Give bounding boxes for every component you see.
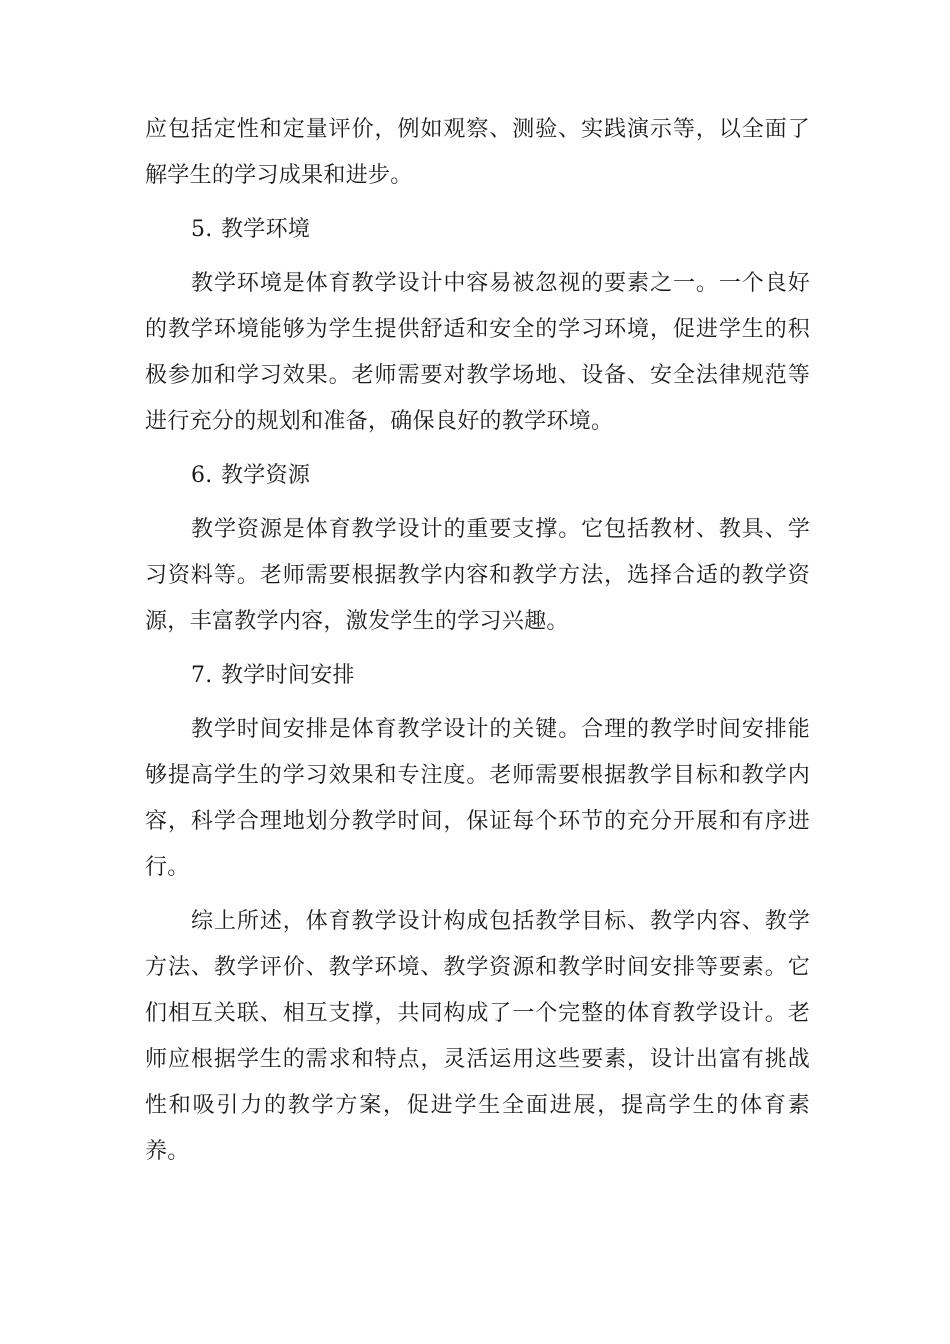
section-title: 教学环境 [221, 217, 311, 242]
paragraph-teaching-environment: 教学环境是体育教学设计中容易被忽视的要素之一。一个良好的教学环境能够为学生提供舒适和安全的学习环境，促进学生的积极参加和学习效果。老师需要对教学场地、设备、安全法律规范等进行充分的规划和准备，确保良好的教学环境。 [145, 271, 810, 434]
document-body [145, 107, 810, 1175]
paragraph-teaching-resources: 教学资源是体育教学设计的重要支撑。它包括教材、教具、学习资料等。老师需要根据教学内容和教学方法，选择合适的教学资源，丰富教学内容，激发学生的学习兴趣。 [145, 517, 810, 634]
section-heading-7 [145, 653, 810, 699]
section-heading-6 [145, 453, 810, 499]
paragraph-summary: 综上所述，体育教学设计构成包括教学目标、教学内容、教学方法、教学评价、教学环境、教学资源和教学时间安排等要素。它们相互关联、相互支撑，共同构成了一个完整的体育教学设计。老师应根据学生的需求和特点，灵活运用这些要素，设计出富有挑战性和吸引力的教学方案，促进学生全面进展，提高学生的体育素养。 [145, 909, 810, 1164]
section-number: 5. [191, 217, 213, 242]
section-title: 教学资源 [221, 463, 311, 488]
paragraph-evaluation-continued: 应包括定性和定量评价，例如观察、测验、实践演示等，以全面了解学生的学习成果和进步。 [145, 117, 810, 188]
section-title: 教学时间安排 [221, 663, 355, 688]
section-heading-5 [145, 207, 810, 253]
section-number: 6. [191, 463, 213, 488]
paragraph-teaching-schedule: 教学时间安排是体育教学设计的关键。合理的教学时间安排能够提高学生的学习效果和专注度。老师需要根据教学目标和教学内容，科学合理地划分教学时间，保证每个环节的充分开展和有序进行。 [145, 717, 810, 880]
section-number: 7. [191, 663, 213, 688]
